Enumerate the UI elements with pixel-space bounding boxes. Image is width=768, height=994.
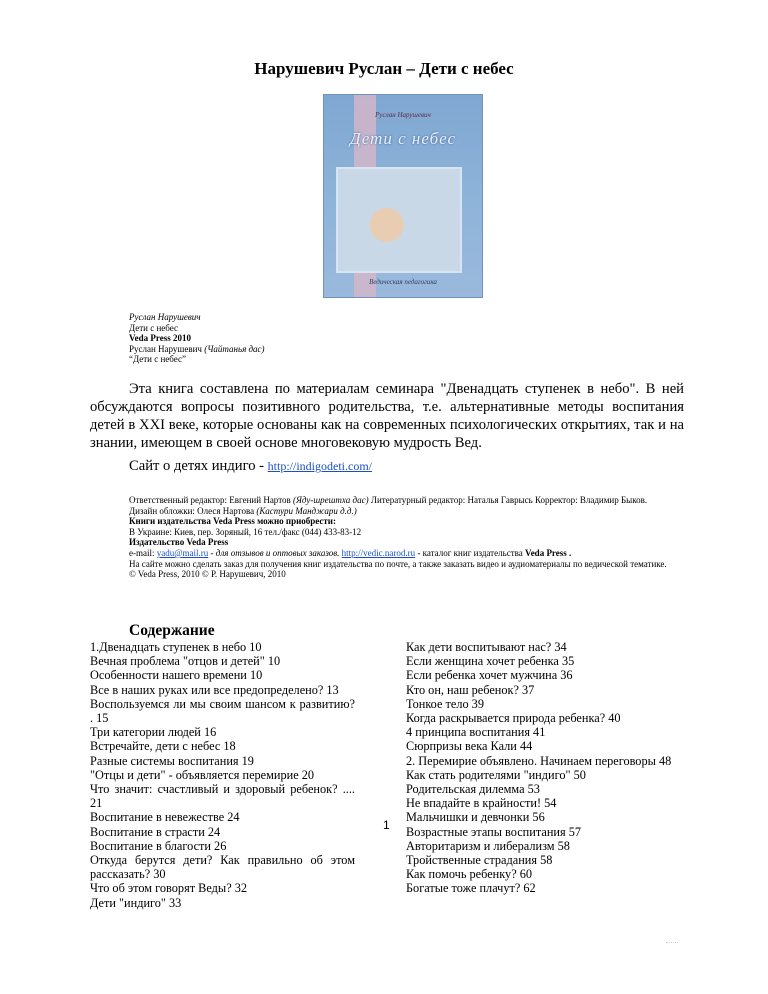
meta-publisher: Veda Press 2010: [129, 333, 192, 343]
book-metadata: [129, 312, 265, 365]
credits-order: На сайте можно сделать заказ для получения книг издательства по почте, а также заказать видео и аудиоматериалы по ведической тематике.: [129, 558, 667, 569]
toc-entry[interactable]: Тройственные страдания 58: [406, 853, 553, 868]
email-link[interactable]: yadu@mail.ru: [156, 547, 209, 558]
cover-child-photo: [336, 167, 462, 273]
toc-entry[interactable]: Не впадайте в крайности! 54: [406, 796, 557, 811]
site-label: Сайт о детях индиго -: [129, 458, 268, 474]
editor-rest: Литературный редактор: Наталья Гаврысь Корректор: Владимир Быков.: [368, 495, 648, 505]
toc-entry[interactable]: Если ребенка хочет мужчина 36: [406, 668, 573, 683]
toc-entry[interactable]: Как дети воспитывают нас? 34: [406, 640, 567, 654]
toc-entry[interactable]: Мальчишки и девчонки 56: [406, 810, 545, 825]
site-line: [129, 458, 372, 475]
toc-entry[interactable]: Воспользуемся ли мы своим шансом к развитию? . 15: [90, 696, 355, 726]
toc-entry[interactable]: 4 принципа воспитания 41: [406, 725, 546, 740]
cover-author: Руслан Нарушевич: [375, 111, 431, 119]
toc-left-column: [90, 640, 355, 910]
toc-entry[interactable]: Сюрпризы века Кали 44: [406, 739, 533, 754]
document-title: Нарушевич Руслан – Дети с небес: [254, 59, 514, 78]
site-link[interactable]: http://indigodeti.com/: [267, 459, 372, 473]
meta-author: Руслан Нарушевич: [129, 312, 201, 322]
publisher-site-link[interactable]: http://vedic.narod.ru: [341, 547, 416, 558]
design-label: Дизайн обложки: Олеся Нартова: [129, 505, 257, 516]
toc-entry[interactable]: Что об этом говорят Веды? 32: [90, 881, 248, 896]
meta-author-spiritual: (Чайтанья дас): [204, 343, 265, 354]
toc-entry[interactable]: Воспитание в страсти 24: [90, 824, 221, 839]
toc-entry[interactable]: Как помочь ребенку? 60: [406, 867, 533, 882]
credits-copyright: © Veda Press, 2010 © Р. Нарушевич, 2010: [129, 569, 286, 580]
toc-entry[interactable]: Три категории людей 16: [90, 725, 217, 740]
credits-contacts: [90, 548, 684, 559]
toc-entry[interactable]: Тонкое тело 39: [406, 696, 484, 711]
toc-entry[interactable]: Разные системы воспитания 19: [90, 753, 254, 768]
email-label: e-mail:: [129, 547, 157, 558]
toc-entry[interactable]: Вечная проблема "отцов и детей" 10: [90, 654, 281, 669]
toc-entry[interactable]: "Отцы и дети" - объявляется перемирие 20: [90, 767, 315, 782]
toc-entry[interactable]: Богатые тоже плачут? 62: [406, 881, 536, 896]
toc-entry[interactable]: Как стать родителями "индиго" 50: [406, 767, 586, 782]
toc-entry[interactable]: Откуда берутся дети? Как правильно об этом рассказать? 30: [90, 853, 355, 882]
toc-heading: Содержание: [129, 622, 215, 639]
toc-entry[interactable]: Что значит: счастливый и здоровый ребенок? .... 21: [90, 782, 355, 811]
toc-entry[interactable]: Если женщина хочет ребенка 35: [406, 654, 575, 669]
toc-entry[interactable]: Когда раскрывается природа ребенка? 40: [406, 711, 621, 726]
toc-entry[interactable]: Воспитание в невежестве 24: [90, 810, 240, 825]
editor-label: Ответственный редактор: Евгений Нартов: [129, 495, 294, 505]
page-number: 1: [383, 818, 390, 832]
toc-entry[interactable]: Особенности нашего времени 10: [90, 668, 263, 683]
site-note-publisher: Veda Press .: [525, 547, 572, 558]
toc-entry[interactable]: Встречайте, дети с небес 18: [90, 739, 236, 754]
toc-entry[interactable]: Родительская дилемма 53: [406, 782, 540, 797]
toc-entry[interactable]: 1.Двенадцать ступенек в небо 10: [90, 640, 262, 654]
meta-book: Дети с небес: [129, 322, 178, 333]
toc-entry[interactable]: Возрастные этапы воспитания 57: [406, 824, 582, 839]
cover-subtitle: Ведическая педагогика: [369, 278, 437, 286]
design-name: (Кастури Манджари д.д.): [256, 505, 357, 516]
email-note: - для отзывов и оптовых заказов.: [208, 547, 342, 558]
toc-entry[interactable]: Кто он, наш ребенок? 37: [406, 682, 535, 697]
cover-title: Дети с небес: [349, 129, 457, 148]
meta-author-line: [129, 344, 265, 355]
credits-publisher: Издательство Veda Press: [129, 537, 229, 548]
meta-book-quoted: “Дети с небес”: [129, 354, 186, 364]
toc-entry[interactable]: Дети "индиго" 33: [90, 895, 182, 910]
credits-editors: [90, 495, 684, 506]
meta-author-full: Руслан Нарушевич: [129, 343, 202, 354]
footer-mark: [666, 942, 678, 943]
intro-paragraph: Эта книга составлена по материалам семинара "Двенадцать ступенек в небо". В ней обсуждаются вопросы позитивного родительства, т.е. альтернативные методы воспитания детей в XXI веке, которые основаны как на современных психологических открытиях, так и на знании, имеющем в своей основе многовековую мудрость Вед.: [90, 381, 684, 451]
toc-entry[interactable]: Все в наших руках или все предопределено? 13: [90, 682, 339, 697]
toc-entry[interactable]: 2. Перемирие объявлено. Начинаем переговоры 48: [406, 753, 672, 768]
book-cover-image: [323, 94, 483, 298]
credits-design: [90, 506, 684, 517]
toc-entry[interactable]: Авторитаризм и либерализм 58: [406, 838, 570, 853]
credits-ukraine: В Украине: Киев, пер. Зоряный, 16 тел./факс (044) 433-83-12: [129, 526, 362, 537]
credits-block: [90, 495, 684, 580]
site-note: - каталог книг издательства: [415, 547, 526, 558]
toc-right-column: [406, 640, 676, 896]
editor-name: (Яду-шрештха дас): [293, 495, 369, 505]
credits-buy: Книги издательства Veda Press можно приобрести:: [129, 516, 336, 527]
toc-entry[interactable]: Воспитание в благости 26: [90, 838, 227, 853]
